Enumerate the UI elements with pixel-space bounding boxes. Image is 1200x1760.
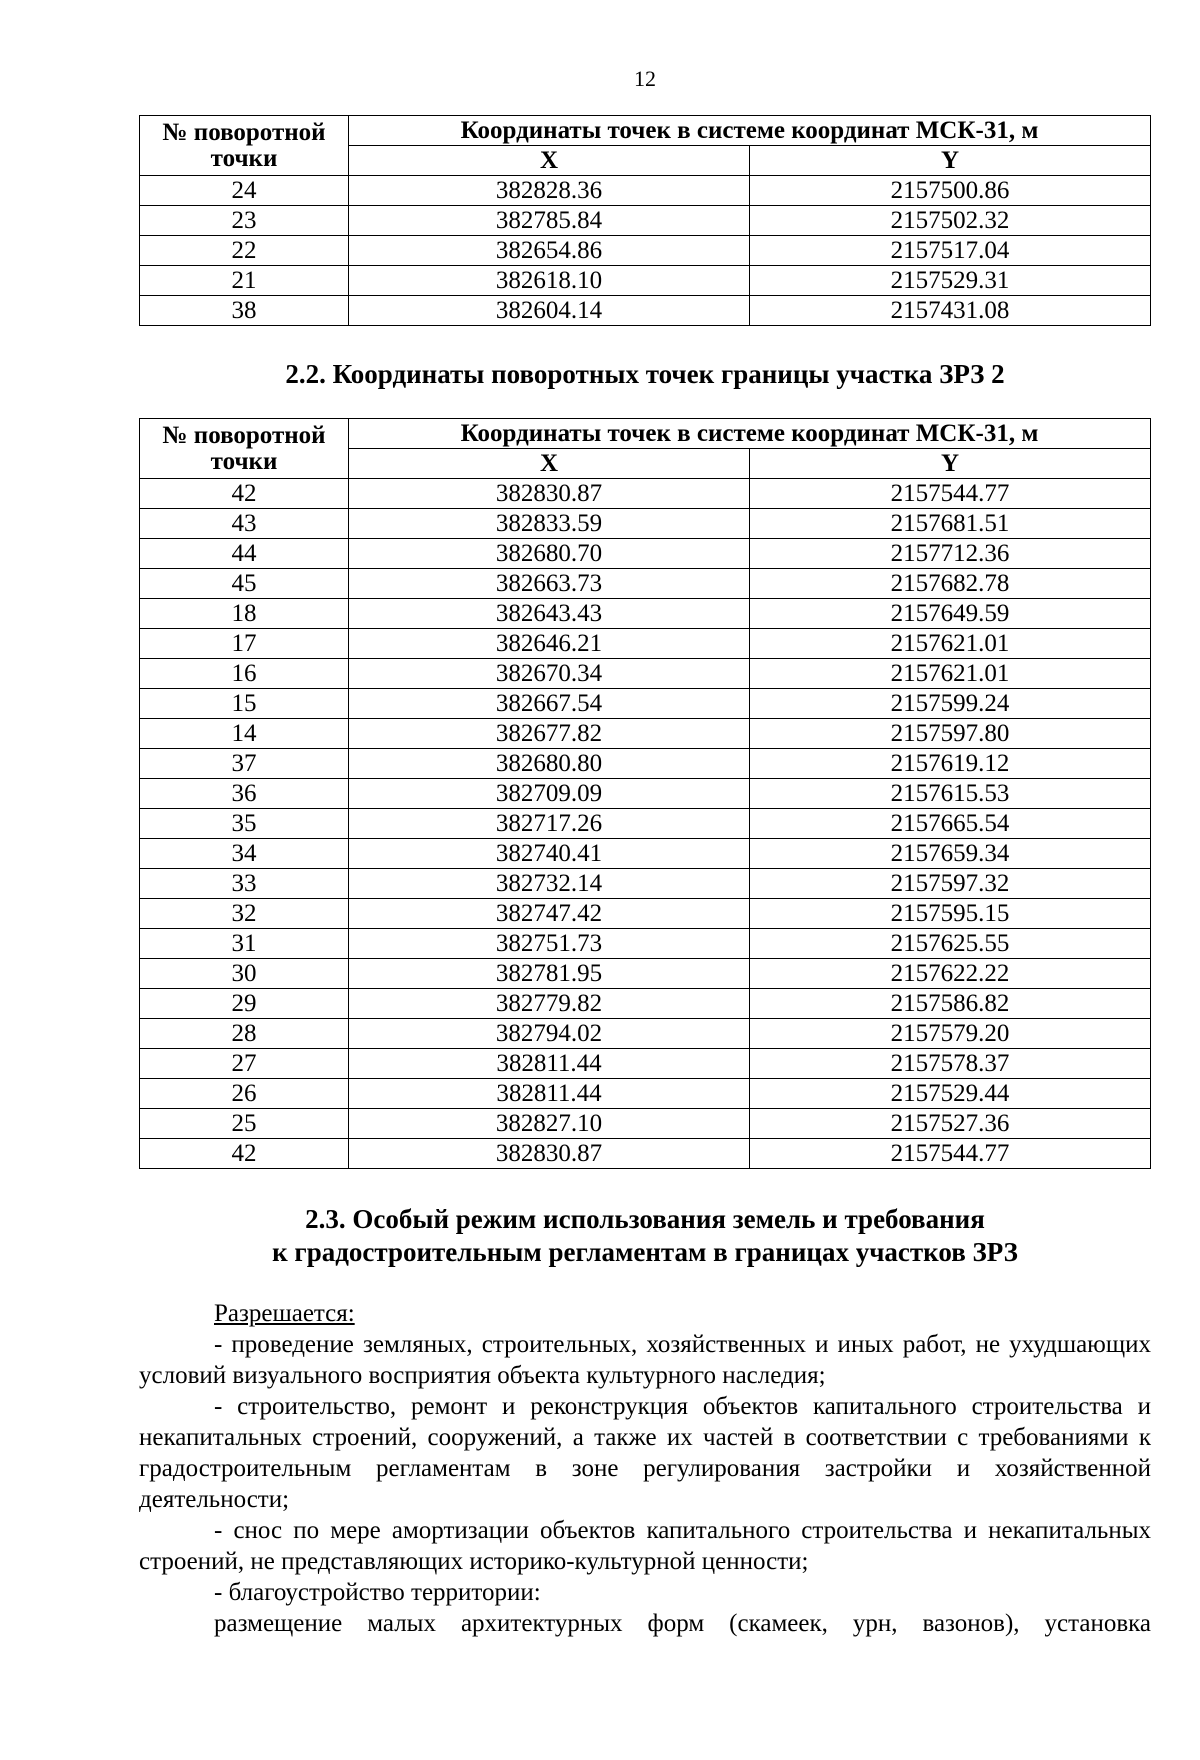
allowed-label: Разрешается: [214, 1300, 355, 1327]
x-column-header: X [349, 449, 750, 479]
point-number-cell: 22 [140, 236, 349, 266]
x-coordinate-cell: 382717.26 [349, 809, 750, 839]
table-row [140, 689, 1151, 719]
x-coordinate-cell: 382751.73 [349, 929, 750, 959]
x-coordinate-cell: 382779.82 [349, 989, 750, 1019]
y-coordinate-cell: 2157527.36 [750, 1109, 1151, 1139]
table-row [140, 236, 1151, 266]
table-row [140, 266, 1151, 296]
table-row [140, 659, 1151, 689]
y-coordinate-cell: 2157681.51 [750, 509, 1151, 539]
table-row [140, 1049, 1151, 1079]
table-row [140, 176, 1151, 206]
x-coordinate-cell: 382680.80 [349, 749, 750, 779]
x-coordinate-cell: 382654.86 [349, 236, 750, 266]
x-coordinate-cell: 382747.42 [349, 899, 750, 929]
table-row [140, 206, 1151, 236]
y-coordinate-cell: 2157659.34 [750, 839, 1151, 869]
x-coordinate-cell: 382604.14 [349, 296, 750, 326]
y-coordinate-cell: 2157615.53 [750, 779, 1151, 809]
table-row [140, 1019, 1151, 1049]
table-row [140, 599, 1151, 629]
point-number-cell: 27 [140, 1049, 349, 1079]
x-coordinate-cell: 382830.87 [349, 1139, 750, 1169]
point-number-cell: 35 [140, 809, 349, 839]
y-coordinate-cell: 2157597.80 [750, 719, 1151, 749]
point-number-cell: 33 [140, 869, 349, 899]
x-coordinate-cell: 382781.95 [349, 959, 750, 989]
point-number-cell: 17 [140, 629, 349, 659]
y-coordinate-cell: 2157578.37 [750, 1049, 1151, 1079]
point-number-cell: 30 [140, 959, 349, 989]
y-coordinate-cell: 2157665.54 [750, 809, 1151, 839]
y-coordinate-cell: 2157621.01 [750, 659, 1151, 689]
point-number-cell: 26 [140, 1079, 349, 1109]
x-coordinate-cell: 382663.73 [349, 569, 750, 599]
y-coordinate-cell: 2157544.77 [750, 1139, 1151, 1169]
table-row [140, 1139, 1151, 1169]
x-coordinate-cell: 382827.10 [349, 1109, 750, 1139]
table-row [140, 296, 1151, 326]
y-coordinate-cell: 2157517.04 [750, 236, 1151, 266]
x-coordinate-cell: 382618.10 [349, 266, 750, 296]
y-coordinate-cell: 2157622.22 [750, 959, 1151, 989]
point-number-cell: 38 [140, 296, 349, 326]
x-coordinate-cell: 382830.87 [349, 479, 750, 509]
y-coordinate-cell: 2157431.08 [750, 296, 1151, 326]
point-number-cell: 23 [140, 206, 349, 236]
point-number-cell: 25 [140, 1109, 349, 1139]
x-coordinate-cell: 382643.43 [349, 599, 750, 629]
table-row [140, 1079, 1151, 1109]
point-number-cell: 34 [140, 839, 349, 869]
x-coordinate-cell: 382740.41 [349, 839, 750, 869]
point-number-header: № поворотной точки [140, 419, 349, 479]
coordinates-table-2 [139, 418, 1151, 1169]
y-coordinate-cell: 2157682.78 [750, 569, 1151, 599]
paragraph-construction: - строительство, ремонт и реконструкция объектов капитального строительства и некапитальных строений, сооружений, а также их частей в соответствии с требованиями к градостроительным регламентам в зоне регулирования застройки и хозяйственной деятельности; [139, 1393, 1151, 1513]
section-2-3-title-line1: 2.3. Особый режим использования земель и требования [305, 1204, 985, 1234]
table-row [140, 539, 1151, 569]
x-column-header: X [349, 146, 750, 176]
x-coordinate-cell: 382811.44 [349, 1049, 750, 1079]
point-number-cell: 18 [140, 599, 349, 629]
y-column-header: Y [750, 146, 1151, 176]
paragraph-small-forms: размещение малых архитектурных форм (скамеек, урн, вазонов), установка [214, 1610, 1151, 1637]
page-number: 12 [634, 66, 656, 91]
y-coordinate-cell: 2157649.59 [750, 599, 1151, 629]
table-row [140, 479, 1151, 509]
table-row [140, 1109, 1151, 1139]
table-row [140, 839, 1151, 869]
table-row [140, 809, 1151, 839]
y-column-header: Y [750, 449, 1151, 479]
table-row [140, 509, 1151, 539]
point-number-cell: 24 [140, 176, 349, 206]
y-coordinate-cell: 2157621.01 [750, 629, 1151, 659]
y-coordinate-cell: 2157599.24 [750, 689, 1151, 719]
x-coordinate-cell: 382680.70 [349, 539, 750, 569]
coordinates-header: Координаты точек в системе координат МСК-31, м [349, 419, 1151, 449]
paragraph-demolition: - снос по мере амортизации объектов капитального строительства и некапитальных строений, не представляющих историко-культурной ценности; [139, 1517, 1151, 1575]
section-2-3-title [0, 1203, 1200, 1269]
table-row [140, 869, 1151, 899]
paragraph-landscaping: - благоустройство территории: [214, 1579, 541, 1606]
y-coordinate-cell: 2157502.32 [750, 206, 1151, 236]
point-number-cell: 21 [140, 266, 349, 296]
x-coordinate-cell: 382732.14 [349, 869, 750, 899]
y-coordinate-cell: 2157544.77 [750, 479, 1151, 509]
y-coordinate-cell: 2157619.12 [750, 749, 1151, 779]
table-row [140, 749, 1151, 779]
y-coordinate-cell: 2157529.31 [750, 266, 1151, 296]
table-row [140, 959, 1151, 989]
section-2-2-title: 2.2. Координаты поворотных точек границы участка ЗРЗ 2 [285, 359, 1005, 389]
section-2-3-title-line2: к градостроительным регламентам в границах участков ЗРЗ [272, 1237, 1018, 1267]
table-row [140, 899, 1151, 929]
y-coordinate-cell: 2157625.55 [750, 929, 1151, 959]
y-coordinate-cell: 2157712.36 [750, 539, 1151, 569]
table-row [140, 779, 1151, 809]
coordinates-header: Координаты точек в системе координат МСК-31, м [349, 116, 1151, 146]
point-number-cell: 43 [140, 509, 349, 539]
point-number-cell: 36 [140, 779, 349, 809]
point-number-cell: 14 [140, 719, 349, 749]
point-number-cell: 15 [140, 689, 349, 719]
point-number-cell: 28 [140, 1019, 349, 1049]
y-coordinate-cell: 2157529.44 [750, 1079, 1151, 1109]
x-coordinate-cell: 382833.59 [349, 509, 750, 539]
x-coordinate-cell: 382828.36 [349, 176, 750, 206]
table-row [140, 719, 1151, 749]
table-row [140, 989, 1151, 1019]
point-number-cell: 42 [140, 1139, 349, 1169]
y-coordinate-cell: 2157579.20 [750, 1019, 1151, 1049]
table-row [140, 929, 1151, 959]
point-number-cell: 16 [140, 659, 349, 689]
x-coordinate-cell: 382794.02 [349, 1019, 750, 1049]
table-row [140, 629, 1151, 659]
point-number-cell: 32 [140, 899, 349, 929]
x-coordinate-cell: 382811.44 [349, 1079, 750, 1109]
point-number-cell: 45 [140, 569, 349, 599]
x-coordinate-cell: 382670.34 [349, 659, 750, 689]
coordinates-table-1 [139, 115, 1151, 326]
x-coordinate-cell: 382709.09 [349, 779, 750, 809]
x-coordinate-cell: 382667.54 [349, 689, 750, 719]
table-row [140, 569, 1151, 599]
point-number-cell: 44 [140, 539, 349, 569]
paragraph-earthworks: - проведение земляных, строительных, хозяйственных и иных работ, не ухудшающих условий визуального восприятия объекта культурного наследия; [139, 1331, 1151, 1389]
x-coordinate-cell: 382646.21 [349, 629, 750, 659]
point-number-cell: 29 [140, 989, 349, 1019]
y-coordinate-cell: 2157595.15 [750, 899, 1151, 929]
point-number-cell: 37 [140, 749, 349, 779]
y-coordinate-cell: 2157586.82 [750, 989, 1151, 1019]
section-2-3-body [139, 1298, 1151, 1639]
x-coordinate-cell: 382785.84 [349, 206, 750, 236]
y-coordinate-cell: 2157597.32 [750, 869, 1151, 899]
point-number-cell: 31 [140, 929, 349, 959]
point-number-cell: 42 [140, 479, 349, 509]
x-coordinate-cell: 382677.82 [349, 719, 750, 749]
point-number-header: № поворотной точки [140, 116, 349, 176]
y-coordinate-cell: 2157500.86 [750, 176, 1151, 206]
